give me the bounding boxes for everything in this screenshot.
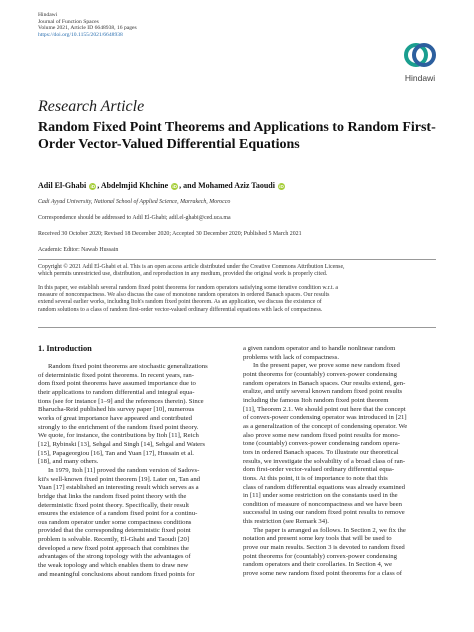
- author-name[interactable]: Abdelmjid Khchine: [100, 181, 169, 190]
- body-line: works of great importance have appeared and contributed: [38, 414, 192, 422]
- body-line: tions. At this point, it is of importance to note that this: [243, 474, 388, 482]
- logo-wordmark: Hindawi: [404, 73, 436, 83]
- abstract-line: random solutions to a class of random first-order vector-valued ordinary differential equations with lack of compactness.: [38, 306, 323, 313]
- body-line: tions (see for instance [1–9] and the references therein). Since: [38, 397, 204, 405]
- author-separator: ,: [97, 181, 101, 190]
- orcid-icon[interactable]: iD: [90, 183, 96, 189]
- divider: [38, 327, 436, 328]
- section-heading: 1. Introduction: [38, 344, 92, 353]
- body-line: point theorems for (countably) convex-power condensing: [243, 552, 397, 560]
- body-line: [12], Rybinski [13], Sehgal and Singh [14], Sehgal and Waters: [38, 440, 205, 448]
- body-line: In the present paper, we prove some new random fixed: [253, 362, 400, 370]
- body-line: including the famous Itoh random fixed point theorem: [243, 396, 389, 404]
- hindawi-logo-icon: [403, 38, 437, 72]
- orcid-icon[interactable]: iD: [172, 183, 177, 189]
- body-line: results, we investigate the solvability of a broad class of ran-: [243, 457, 406, 465]
- body-line: Yuan [17] established an interesting result which serves as a: [38, 484, 199, 492]
- article-type: Research Article: [38, 98, 145, 115]
- body-line: of deterministic fixed point theorems. In recent years, ran-: [38, 371, 194, 379]
- body-line: and meaningful conclusions about random fixed points for: [38, 570, 195, 578]
- body-line: [15], Papageorgiou [16], Tan and Yuan [17], Hussain et al.: [38, 449, 194, 457]
- body-line: condition of measure of noncompactness and we have been: [243, 500, 402, 508]
- doi-link[interactable]: https://doi.org/10.1155/2021/6648938: [38, 31, 123, 38]
- abstract-line: In this paper, we establish several random fixed point theorems for random operators satisfying some iterative condition w.r.t. a: [38, 285, 339, 291]
- body-line: eralize, and unify several known random fixed point results: [243, 388, 403, 396]
- divider: [38, 259, 436, 260]
- journal-name: Journal of Function Spaces: [38, 18, 99, 25]
- body-line: as a generalization of the concept of condensing operator. We: [243, 422, 408, 430]
- orcid-icon[interactable]: iD: [279, 183, 284, 189]
- author-list: [38, 181, 286, 190]
- correspondence: Correspondence should be addressed to Adil El-Ghabi; adil.el-ghabi@ced.uca.ma: [38, 215, 231, 221]
- body-column-right: [243, 345, 407, 579]
- copyright-notice: [38, 264, 436, 278]
- body-line: problem is solvable. Recently, El-Ghabi and Taoudi [20]: [38, 536, 190, 544]
- author-separator: , and: [179, 181, 199, 190]
- body-line: dom first-order vector-valued ordinary differential equa-: [243, 466, 395, 474]
- journal-header: [38, 12, 137, 38]
- body-line: tone (countably) convex-power condensing random opera-: [243, 440, 400, 448]
- body-line: successful in using our random fixed point results to remove: [243, 509, 405, 517]
- body-line: tors in ordered Banach spaces. To illustrate our theoretical: [243, 448, 399, 456]
- body-line: ensures the existence of a random fixed point for a continu-: [38, 510, 198, 518]
- affiliation: Cadi Ayyad University, National School of Applied Science, Marrakech, Morocco: [38, 199, 231, 205]
- body-line: bridge that links the random fixed point theory with the: [38, 492, 187, 500]
- body-line: kii's well-known fixed point theorem [19]. Later on, Tan and: [38, 475, 201, 483]
- body-line: point theorems for (countably) convex-power condensing: [243, 370, 397, 378]
- body-line: the weak topology and which enables them to draw new: [38, 562, 189, 570]
- author-name[interactable]: Adil El-Ghabi: [38, 181, 87, 190]
- body-line: The paper is arranged as follows. In Section 2, we fix the: [253, 526, 406, 534]
- body-line: in [11] under some restriction on the constants used in the: [243, 492, 398, 500]
- body-line: this restriction (see Remark 34).: [243, 518, 329, 526]
- body-line: [18], and many others.: [38, 458, 99, 466]
- body-line: prove our main results. Section 3 is devoted to random fixed: [243, 544, 405, 552]
- article-title: Random Fixed Point Theorems and Applications to Random First-Order Vector-Valued Differential Equations: [38, 120, 436, 152]
- body-column-left: [38, 363, 208, 579]
- body-line: developed a new fixed point approach that combines the: [38, 544, 189, 552]
- copyright-line: Copyright © 2021 Adil El-Ghabi et al. This is an open access article distributed under the Creative Commons Attribution License,: [38, 264, 345, 270]
- abstract-line: extend several earlier works, including Itoh's random fixed point theorem. As an application, we discuss the existence of: [38, 299, 322, 306]
- volume-info: Volume 2021, Article ID 6648938, 16 pages: [38, 25, 137, 32]
- body-line: prove some new random fixed point theorems for a class of: [243, 570, 402, 578]
- publisher-logo: [396, 38, 444, 90]
- body-line: deterministic fixed point theory. Specifically, their result: [38, 501, 190, 509]
- body-line: of convex-power condensing operator was introduced in [21]: [243, 414, 407, 422]
- body-line: random operators and their corollaries. In Section 4, we: [243, 561, 392, 569]
- body-line: provided that the corresponding deterministic fixed point: [38, 527, 191, 535]
- body-line: random operators in Banach spaces. Our results extend, gen-: [243, 379, 406, 387]
- author-name[interactable]: Mohamed Aziz Taoudi: [198, 181, 275, 190]
- publication-dates: Received 30 October 2020; Revised 18 December 2020; Accepted 30 December 2020; Published 5 March 2021: [38, 231, 302, 237]
- abstract-line: measure of noncompactness. We also discuss the case of monotone random operators in ordered Banach spaces. Our results: [38, 292, 330, 299]
- body-line: also prove some new random fixed point results for mono-: [243, 431, 400, 439]
- abstract: [38, 285, 436, 314]
- body-line: Random fixed point theorems are stochastic generalizations: [48, 363, 208, 370]
- body-line: In 1979, Itoh [11] proved the random version of Sadovs-: [48, 466, 200, 474]
- body-line: ous random operator under some compactness conditions: [38, 518, 192, 526]
- body-line: a given random operator and to handle nonlinear random: [243, 345, 396, 352]
- body-line: [11], Theorem 2.1. We should point out here that the concept: [243, 405, 406, 413]
- body-line: Bharucha-Reid published his survey paper [10], numerous: [38, 406, 195, 414]
- body-line: strongly to the enrichment of the random fixed point theory.: [38, 423, 199, 431]
- body-line: class of random differential equations was already examined: [243, 483, 405, 491]
- body-line: dom fixed point theorems have assumed importance due to: [38, 380, 196, 388]
- body-line: We quote, for instance, the contributions by Itoh [11], Reich: [38, 432, 199, 440]
- body-line: notation and present some key tools that will be used to: [243, 535, 392, 543]
- academic-editor: Academic Editor: Nawab Hussain: [38, 247, 119, 253]
- body-line: their applications to random differential and integral equa-: [38, 388, 195, 396]
- publisher-name: Hindawi: [38, 12, 58, 18]
- copyright-line: which permits unrestricted use, distribution, and reproduction in any medium, provided the original work is properly cited.: [38, 271, 328, 278]
- body-line: problems with lack of compactness.: [243, 353, 340, 361]
- body-line: advantages of the strong topology with the advantages of: [38, 553, 191, 561]
